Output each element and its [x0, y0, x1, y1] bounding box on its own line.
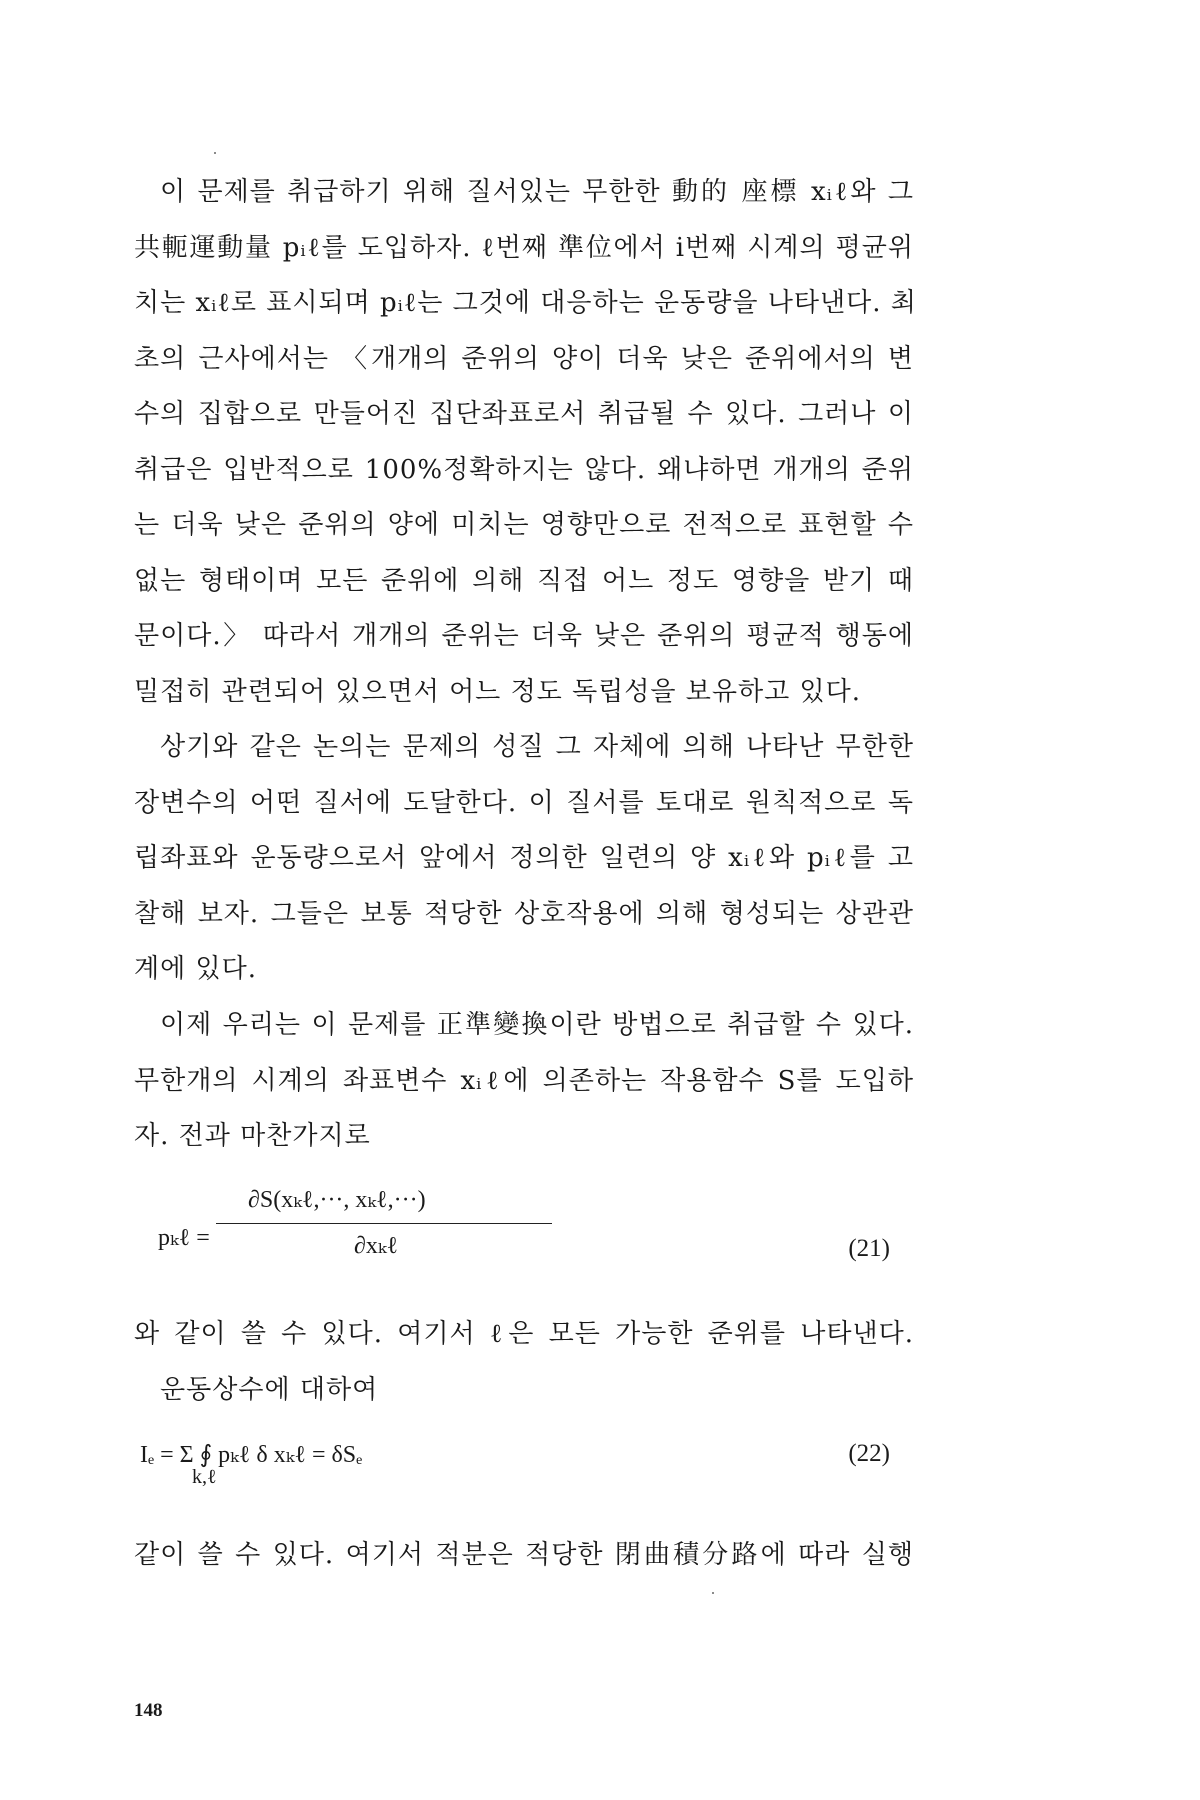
- equation-expression: Iₑ = Σ ∮ pₖℓ δ xₖℓ = δSₑ: [140, 1442, 363, 1468]
- equation-number: (21): [848, 1235, 890, 1262]
- text-line: 이제 우리는 이 문제를 正準變換이란 방법으로 취급할 수 있다.: [160, 1010, 914, 1040]
- paragraph-1: [134, 165, 917, 720]
- scan-speck: [712, 1592, 714, 1594]
- text-line: 초의 근사에서는 〈개개의 준위의 양이 더욱 낮은 준위에서의 변: [134, 343, 914, 374]
- text-line: 수의 집합으로 만들어진 집단좌표로서 취급될 수 있다. 그러나 이: [134, 399, 914, 429]
- text-line: 계에 있다.: [134, 954, 257, 984]
- paragraph-4: [134, 1307, 914, 1418]
- text-line: 찰해 보자. 그들은 보통 적당한 상호작용에 의해 형성되는 상관관: [134, 898, 914, 929]
- text-line: 이 문제를 취급하기 위해 질서있는 무한한 動的 座標 xᵢℓ와 그: [160, 177, 914, 207]
- fraction-bar: [216, 1223, 552, 1224]
- equation-numerator: ∂S(xₖℓ,···, xₖℓ,···): [248, 1187, 426, 1213]
- text-line: 장변수의 어떤 질서에 도달한다. 이 질서를 토대로 원칙적으로 독: [134, 787, 914, 818]
- equation-22: [130, 1440, 890, 1510]
- text-line: 상기와 같은 논의는 문제의 성질 그 자체에 의해 나타난 무한한: [160, 732, 914, 762]
- text-line: 무한개의 시계의 좌표변수 xᵢℓ에 의존하는 작용함수 S를 도입하: [134, 1065, 914, 1096]
- text-line: 는 더욱 낮은 준위의 양에 미치는 영향만으로 전적으로 표현할 수: [134, 510, 914, 540]
- text-line: 같이 쓸 수 있다. 여기서 적분은 적당한 閉曲積分路에 따라 실행: [134, 1540, 914, 1570]
- text-line: 치는 xᵢℓ로 표시되며 pᵢℓ는 그것에 대응하는 운동량을 나타낸다. 최: [134, 288, 917, 318]
- text-line: 운동상수에 대하여: [160, 1374, 379, 1405]
- equation-21: [130, 1185, 890, 1295]
- text-line: 와 같이 쓸 수 있다. 여기서 ℓ은 모든 가능한 준위를 나타낸다.: [134, 1319, 914, 1349]
- scan-speck: [214, 152, 216, 154]
- text-line: 자. 전과 마찬가지로: [134, 1121, 371, 1151]
- paragraph-2: [134, 720, 914, 998]
- sum-index: k,ℓ: [192, 1466, 217, 1488]
- equation-number: (22): [848, 1440, 890, 1467]
- page-number: 148: [134, 1700, 163, 1721]
- text-line: 밀접히 관련되어 있으면서 어느 정도 독립성을 보유하고 있다.: [134, 676, 862, 707]
- text-line: 문이다.〉 따라서 개개의 준위는 더욱 낮은 준위의 평균적 행동에: [134, 621, 914, 651]
- equation-lhs: pₖℓ =: [158, 1225, 210, 1251]
- equation-denominator: ∂xₖℓ: [354, 1233, 399, 1259]
- text-line: 취급은 입반적으로 100%정확하지는 않다. 왜냐하면 개개의 준위: [134, 454, 914, 485]
- paragraph-3: [134, 998, 914, 1165]
- text-line: 없는 형태이며 모든 준위에 의해 직접 어느 정도 영향을 받기 때: [134, 565, 914, 596]
- text-line: 共軛運動量 pᵢℓ를 도입하자. ℓ번째 準位에서 i번째 시계의 평균위: [134, 232, 914, 263]
- paragraph-5: [134, 1528, 914, 1584]
- text-line: 립좌표와 운동량으로서 앞에서 정의한 일련의 양 xᵢℓ와 pᵢℓ를 고: [134, 843, 914, 873]
